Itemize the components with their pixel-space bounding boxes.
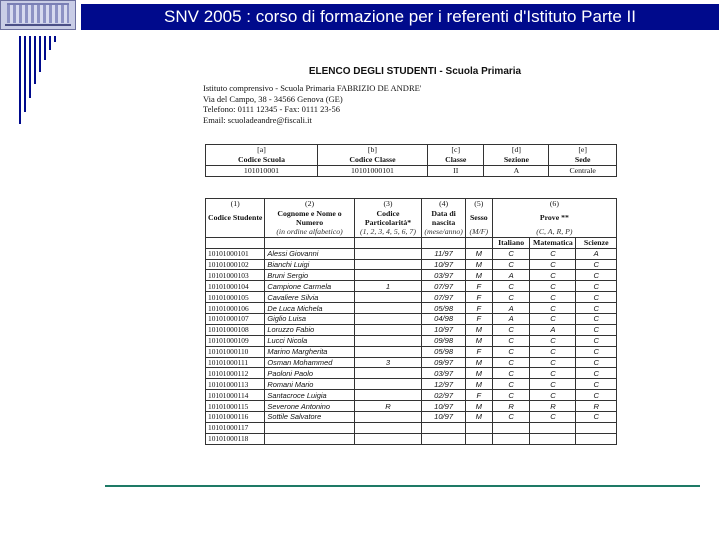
col-label: Cognome e Nome o Numero — [265, 209, 354, 227]
score-matematica: C — [530, 346, 576, 357]
header-letter: [c] — [428, 145, 484, 155]
table-row — [206, 390, 617, 401]
score-scienze: A — [576, 248, 617, 259]
score-italiano: R — [492, 401, 530, 412]
score-italiano: C — [492, 357, 530, 368]
table-row — [206, 259, 617, 270]
header-label: Codice Classe — [317, 155, 427, 165]
student-rows — [206, 248, 617, 444]
score-italiano: A — [492, 314, 530, 325]
institution-logo — [0, 0, 76, 30]
col-num: (5) — [465, 199, 492, 209]
sex: M — [465, 335, 492, 346]
sex: F — [465, 346, 492, 357]
score-scienze: C — [576, 368, 617, 379]
student-name: Severone Antonino — [265, 401, 354, 412]
score-italiano: C — [492, 324, 530, 335]
header-letter: [d] — [484, 145, 549, 155]
particularity: 3 — [354, 357, 422, 368]
student-code: 10101000110 — [206, 346, 265, 357]
score-scienze: C — [576, 270, 617, 281]
score-italiano: A — [492, 303, 530, 314]
score-matematica: C — [530, 259, 576, 270]
header-letter: [e] — [549, 145, 617, 155]
sex: F — [465, 292, 492, 303]
student-code: 10101000116 — [206, 412, 265, 423]
particularity — [354, 324, 422, 335]
student-name: Sottile Salvatore — [265, 412, 354, 423]
student-code: 10101000101 — [206, 248, 265, 259]
score-italiano — [492, 422, 530, 433]
score-matematica: C — [530, 281, 576, 292]
student-name: Loruzzo Fabio — [265, 324, 354, 335]
student-name — [265, 422, 354, 433]
table-row — [206, 314, 617, 325]
subject-matematica: Matematica — [530, 237, 576, 248]
score-italiano: A — [492, 270, 530, 281]
birth-date: 12/97 — [422, 379, 466, 390]
birth-date: 03/97 — [422, 270, 466, 281]
col-num: (2) — [265, 199, 354, 209]
slide-title: SNV 2005 : corso di formazione per i referenti d'Istituto Parte II — [80, 3, 720, 31]
student-name: Lucci Nicola — [265, 335, 354, 346]
student-code: 10101000114 — [206, 390, 265, 401]
score-matematica: R — [530, 401, 576, 412]
particularity — [354, 346, 422, 357]
table-row — [206, 433, 617, 444]
particularity — [354, 314, 422, 325]
col-note: (C, A, R, P) — [492, 227, 616, 237]
col-num: (1) — [206, 199, 265, 209]
col-num: (3) — [354, 199, 422, 209]
score-italiano: C — [492, 259, 530, 270]
table-row — [206, 281, 617, 292]
particularity — [354, 303, 422, 314]
birth-date: 10/97 — [422, 401, 466, 412]
score-scienze: C — [576, 314, 617, 325]
school-code: 101010001 — [206, 165, 318, 176]
particularity: 1 — [354, 281, 422, 292]
birth-date: 09/97 — [422, 357, 466, 368]
score-matematica: A — [530, 324, 576, 335]
student-code: 10101000109 — [206, 335, 265, 346]
student-name — [265, 433, 354, 444]
col-num: (6) — [492, 199, 616, 209]
table-row — [206, 412, 617, 423]
footer-rule — [105, 485, 700, 487]
sex — [465, 422, 492, 433]
sex: M — [465, 412, 492, 423]
section: A — [484, 165, 549, 176]
table-row — [206, 248, 617, 259]
birth-date: 04/98 — [422, 314, 466, 325]
student-code: 10101000104 — [206, 281, 265, 292]
table-row — [206, 379, 617, 390]
score-italiano: C — [492, 379, 530, 390]
student-code: 10101000105 — [206, 292, 265, 303]
student-name: Campione Carmela — [265, 281, 354, 292]
sex: M — [465, 248, 492, 259]
col-label: Prove ** — [492, 209, 616, 227]
score-scienze: C — [576, 412, 617, 423]
info-line: Istituto comprensivo - Scuola Primaria FABRIZIO DE ANDRE' — [203, 83, 422, 93]
student-code: 10101000113 — [206, 379, 265, 390]
birth-date: 03/97 — [422, 368, 466, 379]
particularity — [354, 412, 422, 423]
score-scienze: C — [576, 324, 617, 335]
student-name: De Luca Michela — [265, 303, 354, 314]
particularity — [354, 368, 422, 379]
score-matematica: C — [530, 335, 576, 346]
score-matematica: C — [530, 314, 576, 325]
table-row — [206, 357, 617, 368]
score-italiano: C — [492, 281, 530, 292]
col-note: (M/F) — [465, 227, 492, 237]
decorative-lines — [16, 34, 58, 126]
score-matematica: C — [530, 270, 576, 281]
info-line: Telefono: 0111 12345 - Fax: 0111 23-56 — [203, 104, 340, 114]
sex: M — [465, 379, 492, 390]
score-matematica: C — [530, 412, 576, 423]
score-matematica — [530, 422, 576, 433]
score-matematica: C — [530, 303, 576, 314]
particularity — [354, 433, 422, 444]
student-list-document — [200, 66, 620, 444]
birth-date: 10/97 — [422, 324, 466, 335]
birth-date: 10/97 — [422, 412, 466, 423]
col-label: Codice Studente — [206, 209, 265, 227]
students-table — [205, 198, 617, 445]
table-row — [206, 368, 617, 379]
birth-date: 07/97 — [422, 292, 466, 303]
col-num: (4) — [422, 199, 466, 209]
school-info — [203, 83, 620, 125]
student-name: Osman Mohammed — [265, 357, 354, 368]
student-name: Marino Margherita — [265, 346, 354, 357]
header-label: Classe — [428, 155, 484, 165]
sex: F — [465, 281, 492, 292]
table-row — [206, 303, 617, 314]
student-code: 10101000111 — [206, 357, 265, 368]
col-note: (mese/anno) — [422, 227, 466, 237]
score-scienze: C — [576, 303, 617, 314]
student-name: Santacroce Luigia — [265, 390, 354, 401]
sex: M — [465, 259, 492, 270]
table-row — [206, 346, 617, 357]
student-code: 10101000102 — [206, 259, 265, 270]
score-italiano: C — [492, 412, 530, 423]
student-code: 10101000106 — [206, 303, 265, 314]
birth-date: 09/98 — [422, 335, 466, 346]
birth-date — [422, 433, 466, 444]
header-label: Sezione — [484, 155, 549, 165]
class: II — [428, 165, 484, 176]
table-row — [206, 422, 617, 433]
score-scienze: R — [576, 401, 617, 412]
particularity — [354, 270, 422, 281]
score-matematica: C — [530, 357, 576, 368]
score-italiano: C — [492, 292, 530, 303]
birth-date: 05/98 — [422, 346, 466, 357]
score-matematica: C — [530, 368, 576, 379]
school-table — [205, 144, 617, 177]
score-scienze — [576, 433, 617, 444]
col-note: (1, 2, 3, 4, 5, 6, 7) — [354, 227, 422, 237]
sex: M — [465, 270, 492, 281]
student-code: 10101000117 — [206, 422, 265, 433]
student-name: Bruni Sergio — [265, 270, 354, 281]
header-label: Codice Scuola — [206, 155, 318, 165]
header-letter: [b] — [317, 145, 427, 155]
birth-date — [422, 422, 466, 433]
student-name: Giglio Luisa — [265, 314, 354, 325]
header-letter: [a] — [206, 145, 318, 155]
score-scienze: C — [576, 335, 617, 346]
student-code: 10101000115 — [206, 401, 265, 412]
score-scienze: C — [576, 346, 617, 357]
table-row — [206, 401, 617, 412]
score-matematica: C — [530, 390, 576, 401]
sex: M — [465, 401, 492, 412]
header-label: Sede — [549, 155, 617, 165]
student-name: Bianchi Luigi — [265, 259, 354, 270]
score-scienze: C — [576, 390, 617, 401]
student-name: Alessi Giovanni — [265, 248, 354, 259]
student-code: 10101000107 — [206, 314, 265, 325]
student-name: Cavaliere Silvia — [265, 292, 354, 303]
document-title: ELENCO DEGLI STUDENTI - Scuola Primaria — [308, 66, 522, 77]
particularity — [354, 422, 422, 433]
particularity — [354, 248, 422, 259]
score-italiano: C — [492, 248, 530, 259]
score-matematica: C — [530, 292, 576, 303]
particularity — [354, 390, 422, 401]
col-label: Data di nascita — [422, 209, 466, 227]
sex: F — [465, 390, 492, 401]
score-matematica: C — [530, 248, 576, 259]
table-row — [206, 324, 617, 335]
particularity — [354, 335, 422, 346]
score-scienze: C — [576, 281, 617, 292]
birth-date: 11/97 — [422, 248, 466, 259]
score-italiano: C — [492, 335, 530, 346]
table-row — [206, 292, 617, 303]
score-scienze — [576, 422, 617, 433]
birth-date: 07/97 — [422, 281, 466, 292]
student-code: 10101000112 — [206, 368, 265, 379]
table-row — [206, 335, 617, 346]
score-italiano: C — [492, 346, 530, 357]
student-name: Paoloni Paolo — [265, 368, 354, 379]
col-label: Sesso — [465, 209, 492, 227]
class-code: 10101000101 — [317, 165, 427, 176]
subject-scienze: Scienze — [576, 237, 617, 248]
student-code: 10101000108 — [206, 324, 265, 335]
col-note: (in ordine alfabetico) — [265, 227, 354, 237]
sex: F — [465, 303, 492, 314]
birth-date: 02/97 — [422, 390, 466, 401]
subject-italiano: Italiano — [492, 237, 530, 248]
sex: M — [465, 368, 492, 379]
score-scienze: C — [576, 292, 617, 303]
info-line: Via del Campo, 38 - 34566 Genova (GE) — [203, 93, 343, 104]
score-italiano — [492, 433, 530, 444]
score-matematica: C — [530, 379, 576, 390]
particularity — [354, 379, 422, 390]
particularity — [354, 259, 422, 270]
score-matematica — [530, 433, 576, 444]
score-italiano: C — [492, 390, 530, 401]
score-scienze: C — [576, 357, 617, 368]
info-line: Email: scuoladeandre@fiscali.it — [203, 114, 312, 125]
site: Centrale — [549, 165, 617, 176]
sex: F — [465, 314, 492, 325]
score-scienze: C — [576, 259, 617, 270]
score-scienze: C — [576, 379, 617, 390]
particularity: R — [354, 401, 422, 412]
student-code: 10101000118 — [206, 433, 265, 444]
col-label: Codice Particolarità* — [354, 209, 422, 227]
col-note — [206, 227, 265, 237]
sex — [465, 433, 492, 444]
birth-date: 10/97 — [422, 259, 466, 270]
particularity — [354, 292, 422, 303]
student-name: Romani Mario — [265, 379, 354, 390]
student-code: 10101000103 — [206, 270, 265, 281]
birth-date: 05/98 — [422, 303, 466, 314]
score-italiano: C — [492, 368, 530, 379]
sex: M — [465, 324, 492, 335]
table-row — [206, 270, 617, 281]
sex: M — [465, 357, 492, 368]
